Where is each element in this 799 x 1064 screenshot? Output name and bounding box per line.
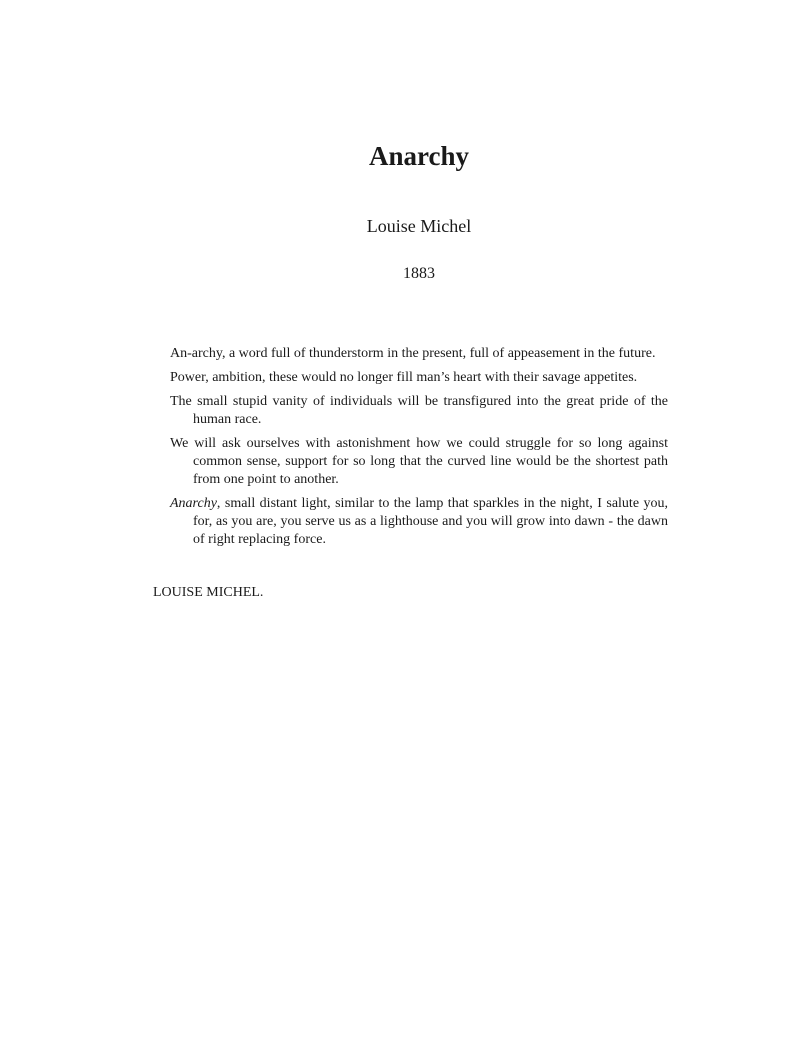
- paragraph-text: The small stupid vanity of individuals will be transfigured into the great pride of the human race.: [170, 394, 668, 427]
- document-title: Anarchy: [368, 141, 469, 171]
- paragraph: [170, 435, 668, 489]
- paragraph: [170, 345, 668, 363]
- document-year: 1883: [403, 265, 435, 282]
- paragraph: [170, 495, 668, 549]
- paragraph-text: Power, ambition, these would no longer fill man’s heart with their savage appetites.: [170, 370, 638, 385]
- paragraph-lead-italic: Anarchy: [170, 496, 217, 511]
- paragraph-text: We will ask ourselves with astonishment how we could struggle for so long against common sense, support for so long that the curved line would be the shortest path from one point to another.: [170, 436, 668, 487]
- document-author: Louise Michel: [366, 216, 472, 236]
- body-text: [170, 345, 668, 555]
- paragraph: [170, 369, 668, 387]
- paragraph-text: An-archy, a word full of thunderstorm in the present, full of appeasement in the future.: [170, 346, 656, 361]
- signature: LOUISE MICHEL.: [153, 585, 264, 600]
- paragraph: [170, 393, 668, 429]
- paragraph-text: , small distant light, similar to the lamp that sparkles in the night, I salute you, for, as you are, you serve us as a lighthouse and you will grow into dawn - the dawn of right replacing force.: [193, 496, 668, 547]
